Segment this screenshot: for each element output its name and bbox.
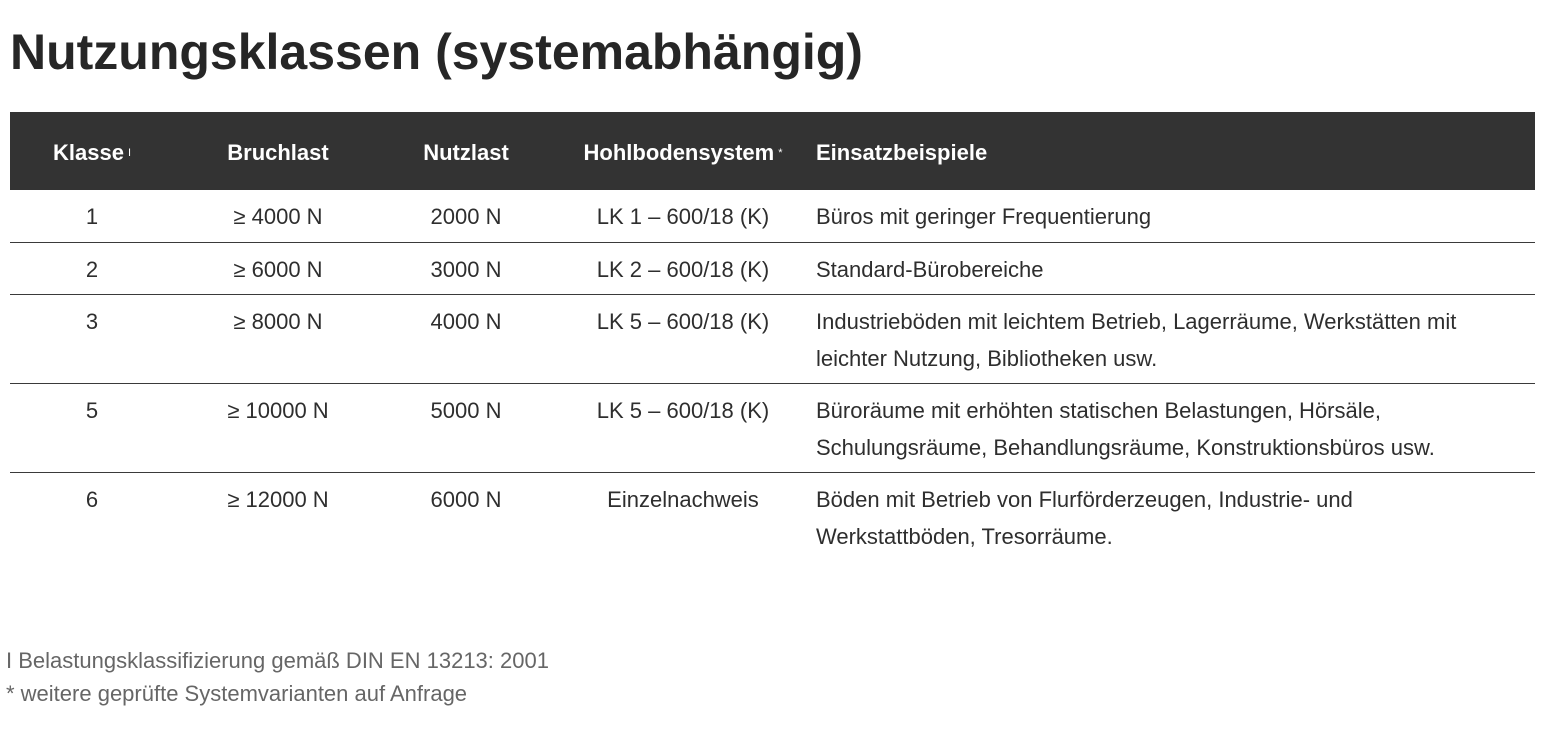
- cell-bruchlast: ≥ 10000 N: [174, 384, 382, 473]
- cell-nutzlast: 6000 N: [430, 487, 502, 512]
- header-hohlbodensystem-label: Hohlbodensystem: [583, 140, 775, 165]
- usage-classes-table-container: [10, 112, 1535, 561]
- footnote-classification: I Belastungsklassifizierung gemäß DIN EN 13213: 2001: [6, 648, 549, 673]
- header-hohlbodensystem-footnote-mark: *: [778, 147, 783, 159]
- cell-klasse: 5: [10, 384, 174, 473]
- cell-klasse: 1: [10, 190, 174, 242]
- header-einsatzbeispiele: Einsatzbeispiele: [816, 140, 988, 165]
- table-body: [10, 190, 1535, 561]
- table-row: [10, 384, 1535, 473]
- header-nutzlast: Nutzlast: [423, 140, 509, 165]
- header-bruchlast: Bruchlast: [227, 140, 329, 165]
- table-row: [10, 242, 1535, 295]
- cell-einsatzbeispiele: Büroräume mit erhöhten statischen Belastungen, Hörsäle, Schulungsräume, Behandlungsräume, Konstruktionsbüros usw.: [816, 384, 1535, 473]
- header-klasse: [10, 112, 174, 190]
- header-klasse-footnote-mark: I: [127, 147, 131, 159]
- cell-nutzlast: 3000 N: [382, 242, 550, 295]
- cell-einsatzbeispiele: Büros mit geringer Frequentierung: [816, 190, 1535, 242]
- cell-bruchlast: ≥ 8000 N: [174, 295, 382, 384]
- cell-bruchlast: ≥ 6000 N: [174, 242, 382, 295]
- cell-klasse: 6: [85, 487, 99, 512]
- header-hohlbodensystem: [550, 112, 816, 190]
- cell-nutzlast: 5000 N: [382, 384, 550, 473]
- footnotes: [6, 644, 549, 710]
- page-title: Nutzungsklassen (systemabhängig): [10, 24, 863, 80]
- table-row: [10, 473, 1535, 562]
- cell-einsatzbeispiele: Industrieböden mit leichtem Betrieb, Lagerräume, Werkstätten mit leichter Nutzung, Bibliotheken usw.: [816, 295, 1535, 384]
- cell-nutzlast: 4000 N: [382, 295, 550, 384]
- cell-bruchlast: ≥ 12000 N: [227, 487, 329, 512]
- cell-einsatzbeispiele: Böden mit Betrieb von Flurförderzeugen, Industrie- und Werkstattböden, Tresorräume.: [816, 487, 1353, 549]
- cell-bruchlast: ≥ 4000 N: [174, 190, 382, 242]
- table-row: [10, 295, 1535, 384]
- table-header-row: [10, 112, 1535, 190]
- cell-einsatzbeispiele: Standard-Bürobereiche: [816, 242, 1535, 295]
- table-row: [10, 190, 1535, 242]
- cell-hohlbodensystem: LK 1 – 600/18 (K): [550, 190, 816, 242]
- cell-klasse: 2: [10, 242, 174, 295]
- cell-klasse: 3: [10, 295, 174, 384]
- cell-hohlbodensystem: Einzelnachweis: [607, 487, 759, 512]
- header-klasse-label: Klasse: [52, 140, 124, 165]
- cell-hohlbodensystem: LK 5 – 600/18 (K): [550, 295, 816, 384]
- footnote-system-variants: * weitere geprüfte Systemvarianten auf Anfrage: [6, 681, 468, 706]
- table-header: [10, 112, 1535, 190]
- cell-hohlbodensystem: LK 2 – 600/18 (K): [550, 242, 816, 295]
- cell-hohlbodensystem: LK 5 – 600/18 (K): [550, 384, 816, 473]
- cell-nutzlast: 2000 N: [382, 190, 550, 242]
- usage-classes-table: [10, 112, 1535, 561]
